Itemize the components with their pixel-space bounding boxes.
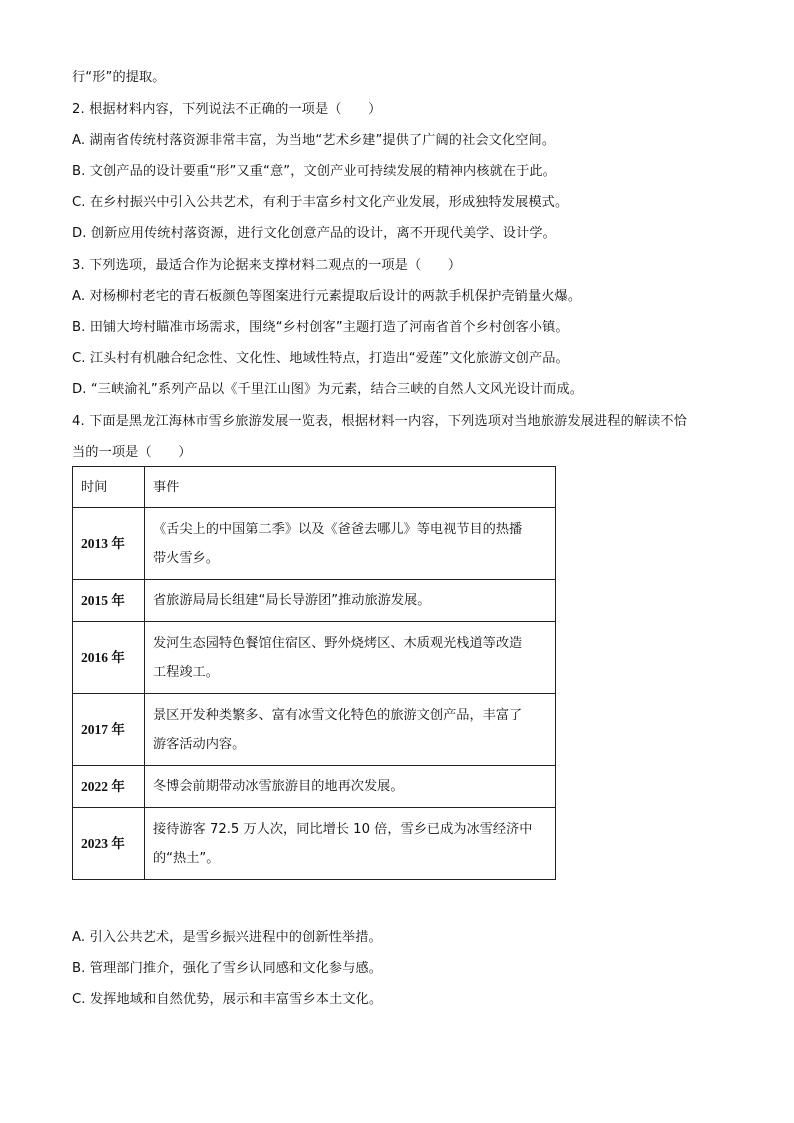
option-3a: A. 对杨柳村老宅的青石板颜色等图案进行元素提取后设计的两款手机保护壳销量火爆。	[72, 289, 582, 304]
header-event: 事件	[145, 467, 556, 508]
text-line: 行“形”的提取。	[72, 70, 166, 85]
event-cell	[145, 508, 556, 580]
event-cell	[145, 694, 556, 766]
option-3d: D. “三峡渝礼”系列产品以《千里江山图》为元素，结合三峡的自然人文风光设计而成。	[72, 382, 584, 397]
option-4c: C. 发挥地域和自然优势，展示和丰富雪乡本土文化。	[72, 992, 383, 1007]
year-cell: 2013 年	[73, 508, 145, 580]
event-line: 《舌尖上的中国第二季》以及《爸爸去哪儿》等电视节目的热播	[153, 521, 523, 537]
option-2c: C. 在乡村振兴中引入公共艺术，有利于丰富乡村文化产业发展，形成独特发展模式。	[72, 195, 569, 210]
header-time: 时间	[73, 467, 145, 508]
question-4-stem-line2: 当的一项是（ ）	[72, 445, 192, 460]
option-3b: B. 田铺大垮村瞄准市场需求，围绕“乡村创客”主题打造了河南省首个乡村创客小镇。	[72, 320, 569, 335]
event-line: 工程竣工。	[153, 664, 219, 680]
year-cell: 2023 年	[73, 808, 145, 880]
question-4-stem-line1: 4. 下面是黑龙江海林市雪乡旅游发展一览表，根据材料一内容，下列选项对当地旅游发展进程的解读不恰	[72, 414, 688, 429]
table-row	[73, 808, 556, 880]
event-line: 发河生态园特色餐馆住宿区、野外烧烤区、木质观光栈道等改造	[153, 635, 523, 651]
option-4a: A. 引入公共艺术，是雪乡振兴进程中的创新性举措。	[72, 930, 382, 945]
option-2a: A. 湖南省传统村落资源非常丰富，为当地“艺术乡建”提供了广阔的社会文化空间。	[72, 133, 556, 148]
event-cell: 冬博会前期带动冰雪旅游目的地再次发展。	[145, 766, 556, 808]
table-row	[73, 694, 556, 766]
question-2-stem: 2. 根据材料内容，下列说法不正确的一项是（ ）	[72, 102, 382, 117]
event-line: 游客活动内容。	[153, 736, 246, 752]
event-line: 景区开发种类繁多、富有冰雪文化特色的旅游文创产品，丰富了	[153, 707, 523, 723]
year-cell: 2016 年	[73, 622, 145, 694]
event-cell	[145, 622, 556, 694]
event-line: 接待游客 72.5 万人次，同比增长 10 倍，雪乡已成为冰雪经济中	[153, 821, 533, 837]
table-header-row	[73, 467, 556, 508]
year-cell: 2015 年	[73, 580, 145, 622]
option-4b: B. 管理部门推介，强化了雪乡认同感和文化参与感。	[72, 961, 383, 976]
event-line: 带火雪乡。	[153, 550, 219, 566]
table-row	[73, 766, 556, 808]
table-row	[73, 580, 556, 622]
option-2b: B. 文创产品的设计要重“形”又重“意”，文创产业可持续发展的精神内核就在于此。	[72, 164, 556, 179]
event-line: 的“热土”。	[153, 850, 220, 866]
tourism-timeline-table	[72, 466, 556, 880]
table-row	[73, 622, 556, 694]
event-cell: 省旅游局局长组建“局长导游团”推动旅游发展。	[145, 580, 556, 622]
event-cell	[145, 808, 556, 880]
year-cell: 2022 年	[73, 766, 145, 808]
table-row	[73, 508, 556, 580]
year-cell: 2017 年	[73, 694, 145, 766]
option-3c: C. 江头村有机融合纪念性、文化性、地域性特点，打造出“爱莲”文化旅游文创产品。	[72, 351, 569, 366]
option-2d: D. 创新应用传统村落资源，进行文化创意产品的设计，离不开现代美学、设计学。	[72, 226, 556, 241]
question-3-stem: 3. 下列选项，最适合作为论据来支撑材料二观点的一项是（ ）	[72, 258, 462, 273]
